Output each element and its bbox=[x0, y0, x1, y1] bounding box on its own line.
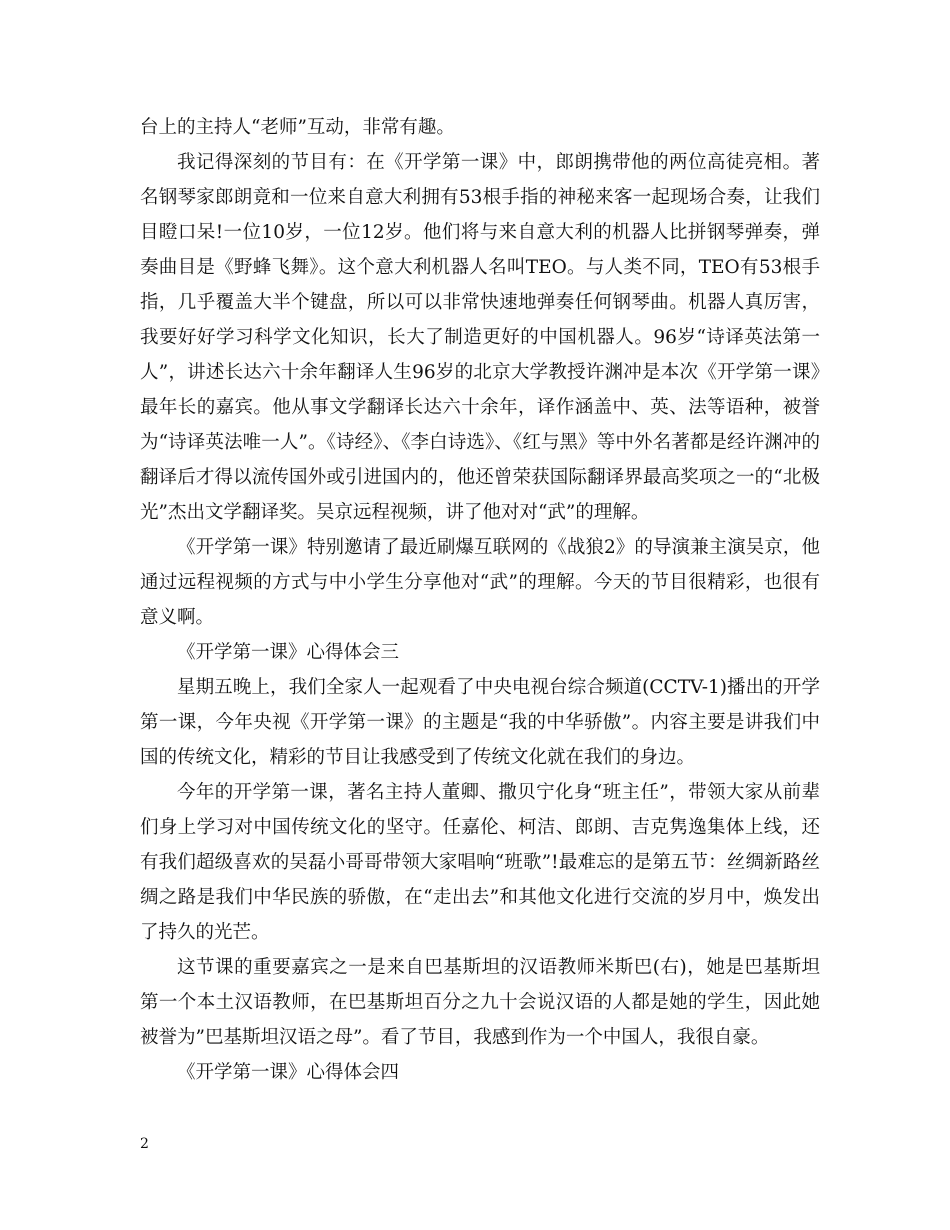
paragraph-4: 星期五晚上，我们全家人一起观看了中央电视台综合频道(CCTV-1)播出的开学第一课，今年央视《开学第一课》的主题是“我的中华骄傲”。内容主要是讲我们中国的传统文化，精彩的节目让我感受到了传统文化就在我们的身边。 bbox=[140, 677, 820, 768]
document-body bbox=[140, 110, 820, 1090]
section-heading-4: 《开学第一课》心得体会四 bbox=[177, 1062, 400, 1083]
paragraph-5: 今年的开学第一课，著名主持人董卿、撒贝宁化身“班主任”，带领大家从前辈们身上学习对中国传统文化的坚守。任嘉伦、柯洁、郎朗、吉克隽逸集体上线，还有我们超级喜欢的吴磊小哥哥带领大家唱响“班歌”!最难忘的是第五节：丝绸新路丝绸之路是我们中华民族的骄傲，在“走出去”和其他文化进行交流的岁月中，焕发出了持久的光芒。 bbox=[140, 782, 820, 943]
paragraph-6: 这节课的重要嘉宾之一是来自巴基斯坦的汉语教师米斯巴(右)，她是巴基斯坦第一个本土汉语教师，在巴基斯坦百分之九十会说汉语的人都是她的学生，因此她被誉为”巴基斯坦汉语之母”。看了节目，我感到作为一个中国人，我很自豪。 bbox=[140, 957, 820, 1048]
page-number: 2 bbox=[140, 1136, 149, 1152]
paragraph-2: 我记得深刻的节目有：在《开学第一课》中，郎朗携带他的两位高徒亮相。著名钢琴家郎朗竟和一位来自意大利拥有53根手指的神秘来客一起现场合奏，让我们目瞪口呆!一位10岁，一位12岁。他们将与来自意大利的机器人比拼钢琴弹奏，弹奏曲目是《野蜂飞舞》。这个意大利机器人名叫TEO。与人类不同，TEO有53根手指，几乎覆盖大半个键盘，所以可以非常快速地弹奏任何钢琴曲。机器人真厉害，我要好好学习科学文化知识，长大了制造更好的中国机器人。96岁“诗译英法第一人”，讲述长达六十余年翻译人生96岁的北京大学教授许渊冲是本次《开学第一课》最年长的嘉宾。他从事文学翻译长达六十余年，译作涵盖中、英、法等语种，被誉为“诗译英法唯一人”。《诗经》、《李白诗选》、《红与黑》等中外名著都是经许渊冲的翻译后才得以流传国外或引进国内的，他还曾荣获国际翻译界最高奖项之一的“北极光”杰出文学翻译奖。吴京远程视频，讲了他对对“武”的理解。 bbox=[140, 152, 820, 523]
paragraph-3: 《开学第一课》特别邀请了最近刷爆互联网的《战狼2》的导演兼主演吴京，他通过远程视频的方式与中小学生分享他对“武”的理解。今天的节目很精彩，也很有意义啊。 bbox=[140, 537, 820, 628]
section-heading-3: 《开学第一课》心得体会三 bbox=[177, 642, 400, 663]
paragraph-1: 台上的主持人“老师”互动，非常有趣。 bbox=[140, 117, 455, 138]
